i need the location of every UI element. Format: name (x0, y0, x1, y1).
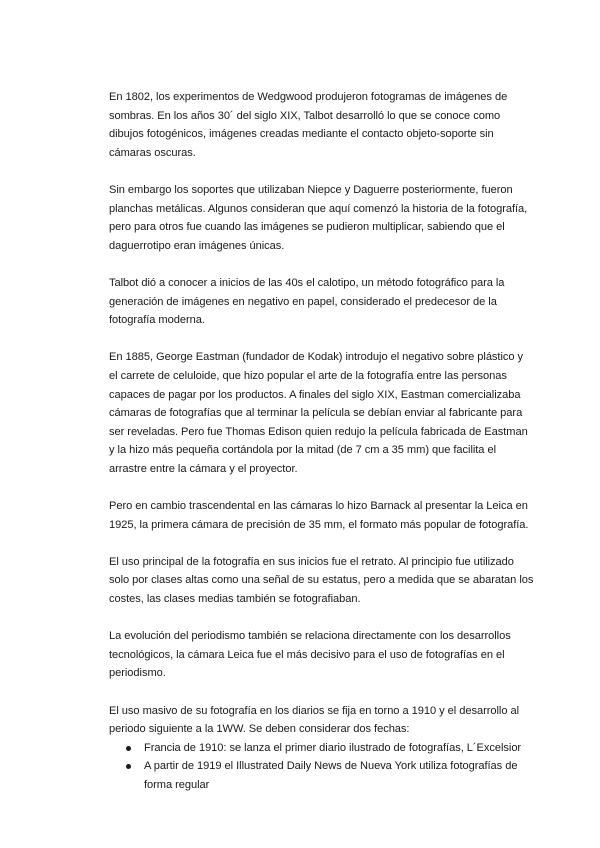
paragraph-wedgwood-talbot: En 1802, los experimentos de Wedgwood produjeron fotogramas de imágenes de sombras. En los años 30´ del siglo XIX, Talbot desarrolló lo que se conoce como dibujos fotogénicos, imágenes creadas mediante el contacto objeto-soporte sin cámaras oscuras. (109, 91, 508, 159)
bullet-list (109, 739, 534, 795)
list-item (109, 739, 534, 758)
list-item (109, 757, 534, 794)
paragraph-diarios: El uso masivo de su fotografía en los diarios se fija en torno a 1910 y el desarrollo al periodo siguiente a la 1WW. Se deben considerar dos fechas: (109, 704, 520, 736)
paragraph-periodismo: La evolución del periodismo también se relaciona directamente con los desarrollos tecnológicos, la cámara Leica fue el más decisivo para el uso de fotografías en el periodismo. (109, 630, 511, 680)
bullet-icon (126, 764, 131, 769)
paragraph-leica: Pero en cambio trascendental en las cámaras lo hizo Barnack al presentar la Leica en 1925, la primera cámara de precisión de 35 mm, el formato más popular de fotografía. (109, 500, 529, 531)
paragraph-retrato: El uso principal de la fotografía en sus inicios fue el retrato. Al principio fue utilizado solo por clases altas como una señal de su estatus, pero a medida que se abaratan los costes, las clases medias también se fotografiaban. (109, 555, 534, 606)
document-body (109, 88, 534, 795)
paragraph-niepce-daguerre: Sin embargo los soportes que utilizaban Niepce y Daguerre posteriormente, fueron planchas metálicas. Algunos consideran que aquí comenzó la historia de la fotografía, pero para otros fue cuando las imágenes se pudieron multiplicar, sabiendo que el daguerrotipo eran imágenes únicas. (109, 183, 528, 252)
list-item-text: A partir de 1919 el Illustrated Daily News de Nueva York utiliza fotografías de forma regular (144, 760, 518, 791)
paragraph-calotipo: Talbot dió a conocer a inicios de las 40s el calotipo, un método fotográfico para la generación de imágenes en negativo en papel, considerado el predecesor de la fotografía moderna. (109, 276, 505, 327)
paragraph-eastman: En 1885, George Eastman (fundador de Kodak) introdujo el negativo sobre plástico y el carrete de celuloide, que hizo popular el arte de la fotografía entre las personas capaces de pagar por los productos. A finales del siglo XIX, Eastman comercializaba cámaras de fotografías que al terminar la película se debían enviar al fabricante para ser reveladas. Pero fue Thomas Edison quien redujo la película fabricada de Eastman y la hizo más pequeña cortándola por la mitad (de 7 cm a 35 mm) que facilita el arrastre entre la cámara y el proyector. (109, 351, 528, 475)
bullet-icon (126, 746, 131, 751)
list-item-text: Francia de 1910: se lanza el primer diario ilustrado de fotografías, L´Excelsior (144, 741, 522, 754)
